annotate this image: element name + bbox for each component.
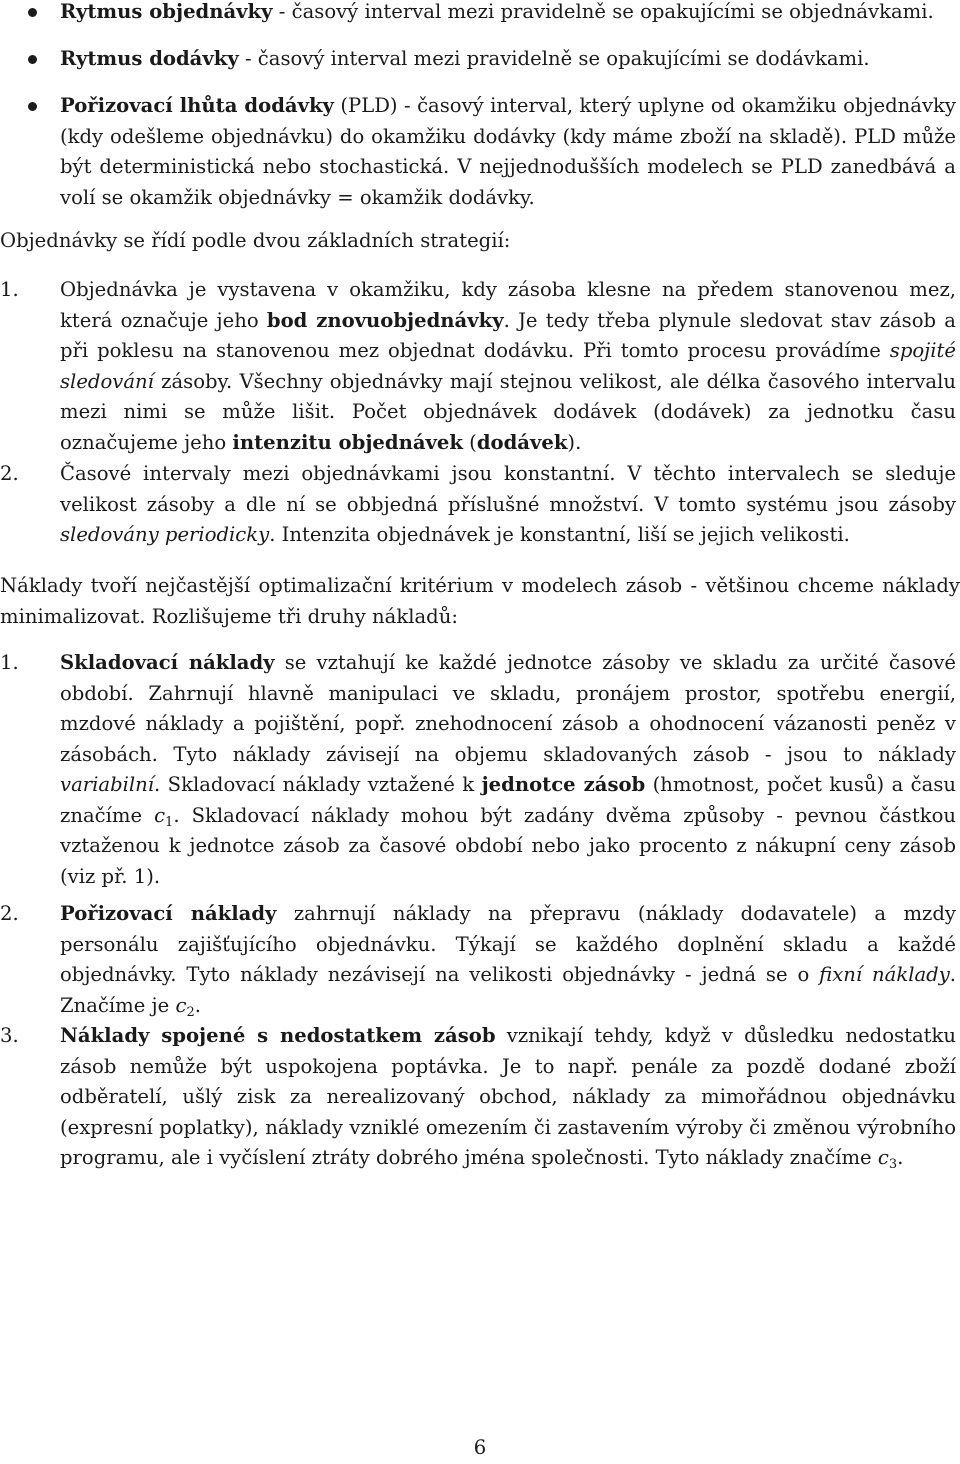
text: . Skladovací náklady vztažené k	[154, 773, 482, 796]
math-subscript: 2	[186, 1004, 195, 1020]
text: vznikají tehdy, když v důsledku nedostatku zásob nemůže být uspokojena poptávka. Je to např. penále za pozdě dodané zboží odběratelí, ušlý zisk za nerealizovaný obchod, náklady za mimořádnou objednávku (expresní poplatky), náklady vzniklé omezením či zastavením výroby či změnou výrobního programu, ale i vyčíslení ztráty dobrého jména společnosti. Tyto náklady značíme	[60, 1024, 956, 1169]
list-marker: 1.	[0, 651, 19, 674]
cost-item-3	[0, 1021, 956, 1174]
bullet-item-order-rhythm	[60, 0, 956, 28]
math-symbol: c	[175, 993, 187, 1017]
term: Pořizovací lhůta dodávky	[60, 94, 334, 117]
math-symbol: c	[154, 803, 166, 827]
text: .	[194, 993, 201, 1017]
bold-term: Pořizovací náklady	[60, 902, 277, 925]
text: zahrnují náklady na přepravu (náklady dodavatele) a mzdy personálu zajišťujícího objednávku. Týkají se každého doplnění skladu a každé objednávky. Tyto náklady nezávisejí na velikosti objednávky - jedná se o	[60, 902, 956, 986]
list-marker: 3.	[0, 1024, 19, 1047]
text: (hmotnost, počet kusů) a času značíme	[60, 773, 956, 827]
bullet-item-delivery-rhythm	[60, 44, 956, 75]
term: Rytmus objednávky	[60, 0, 273, 23]
text: . Je tedy třeba plynule sledovat stav zásob a při poklesu na stanovenou mez objednat dodávku. Při tomto procesu provádíme	[60, 308, 956, 362]
list-marker: 2.	[0, 462, 19, 485]
text: .	[897, 1146, 904, 1169]
list-marker: 1.	[0, 278, 19, 301]
math-subscript: 1	[165, 814, 174, 830]
text: . Intenzita objednávek je konstantní, liší se jejich velikosti.	[269, 523, 850, 546]
math-symbol: c	[877, 1146, 889, 1169]
page-number: 6	[473, 1436, 487, 1459]
bold-term: dodávek	[476, 430, 568, 454]
text: Časové intervaly mezi objednávkami jsou konstantní. V těchto intervalech se sleduje velikost zásoby a dle ní se obbjedná příslušné množství. V tomto systému jsou zásoby	[60, 462, 956, 516]
definition: - časový interval mezi pravidelně se opakujícími se dodávkami.	[238, 47, 870, 70]
text: ).	[567, 430, 582, 454]
strategy-item-1	[0, 275, 956, 458]
text: (	[462, 430, 477, 454]
bullet-item-lead-time	[60, 91, 956, 213]
list-marker: 2.	[0, 902, 19, 925]
text: zásoby. Všechny objednávky mají stejnou velikost, ale délka časového intervalu mezi nimi se může lišit. Počet objednávek dodávek (dodávek) za jednotku času označujeme jeho	[60, 369, 956, 454]
costs-intro	[0, 571, 960, 632]
bullet-dot	[28, 55, 37, 64]
definition: - časový interval mezi pravidelně se opakujícími se objednávkami.	[272, 0, 934, 23]
math-subscript: 3	[888, 1157, 898, 1172]
cost-item-1	[0, 648, 956, 892]
text: . Značíme je	[60, 963, 956, 1017]
term: Rytmus dodávky	[60, 47, 239, 70]
italic-term: fixní náklady	[819, 963, 950, 986]
strategy-item-2	[0, 459, 956, 551]
italic-term: variabilní	[60, 773, 155, 796]
italic-term: spojité sledování	[60, 339, 956, 393]
bullet-dot	[28, 102, 37, 111]
bold-term: intenzitu objednávek	[232, 430, 463, 454]
paragraph: Náklady tvoří nejčastější optimalizační kritérium v modelech zásob - většinou chceme náklady minimalizovat. Rozlišujeme tři druhy nákladů:	[0, 574, 960, 628]
text: se vztahují ke každé jednotce zásoby ve skladu za určité časové období. Zahrnují hlavně manipulaci ve skladu, pronájem prostor, spotřebu energií, mzdové náklady a pojištění, popř. znehodnocení zásob a ohodnocení vázanosti peněz v zásobách. Tyto náklady závisejí na objemu skladovaných zásob - jsou to náklady	[60, 651, 956, 766]
cost-item-2	[0, 899, 956, 1021]
strategies-intro	[0, 226, 960, 257]
text: . Skladovací náklady mohou být zadány dvěma způsoby - pevnou částkou vztaženou k jednotce zásob za časové období nebo jako procento z nákupní ceny zásob (viz př. 1).	[60, 803, 956, 888]
bold-term: Skladovací náklady	[60, 651, 275, 674]
definition: (PLD) - časový interval, který uplyne od okamžiku objednávky (kdy odešleme objednávku) do okamžiku dodávky (kdy máme zboží na skladě). PLD může být deterministická nebo stochastická. V nejjednodušších modelech se PLD zanedbává a volí se okamžik objednávky = okamžik dodávky.	[60, 94, 956, 209]
text: Objednávka je vystavena v okamžiku, kdy zásoba klesne na předem stanovenou mez, která označuje jeho	[60, 278, 956, 332]
italic-term: sledovány periodicky	[60, 523, 270, 546]
bold-term: Náklady spojené s nedostatkem zásob	[60, 1024, 496, 1047]
paragraph: Objednávky se řídí podle dvou základních strategií:	[0, 229, 511, 252]
bullet-dot	[28, 8, 37, 17]
bold-term: jednotce zásob	[481, 773, 646, 796]
bold-term: bod znovuobjednávky	[266, 308, 504, 332]
